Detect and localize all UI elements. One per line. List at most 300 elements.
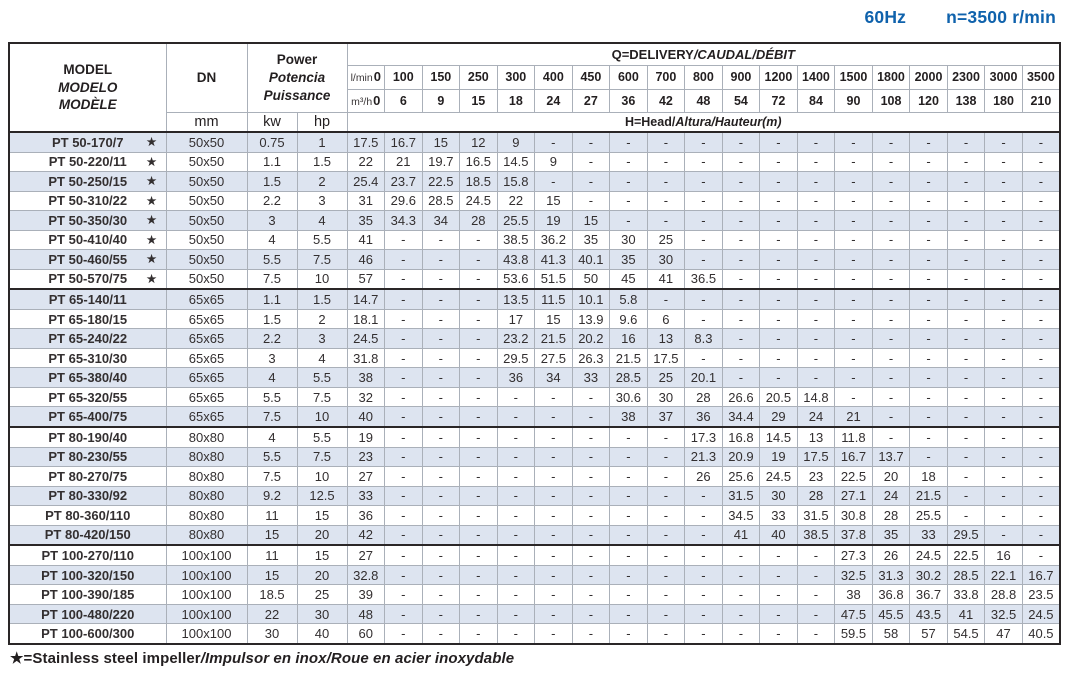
head-value-cell: 12 (460, 132, 498, 152)
head-value-cell: 24 (872, 486, 910, 506)
head-value-cell: 20 (872, 467, 910, 487)
head-value-cell: 16.7 (385, 132, 423, 152)
head-value-cell: - (872, 250, 910, 270)
head-value-cell: - (572, 585, 610, 605)
head-value-cell: - (647, 486, 685, 506)
head-value-cell: - (797, 348, 835, 368)
stainless-steel-star-icon: ★ (146, 273, 157, 286)
head-value-cell: 26.3 (572, 348, 610, 368)
table-row (9, 525, 1060, 545)
head-value-cell: - (1022, 329, 1060, 349)
hp-cell: 15 (297, 545, 347, 565)
head-value-cell: - (385, 486, 423, 506)
head-value-cell: 30 (647, 250, 685, 270)
head-value-cell: - (572, 427, 610, 447)
flow-m3h-value: 84 (797, 89, 835, 112)
kw-cell: 4 (247, 368, 297, 388)
kw-cell: 4 (247, 230, 297, 250)
hp-cell: 4 (297, 211, 347, 231)
head-value-cell: 30.2 (910, 565, 948, 585)
head-value-cell: - (910, 368, 948, 388)
model-name: PT 50-250/15 (48, 173, 128, 189)
head-value-cell: - (910, 172, 948, 192)
head-value-cell: 38 (610, 407, 648, 427)
head-value-cell: - (872, 152, 910, 172)
table-header (9, 43, 1060, 132)
model-cell (9, 230, 166, 250)
head-value-cell: - (722, 132, 760, 152)
head-value-cell: 37.8 (835, 525, 873, 545)
head-value-cell: - (460, 348, 498, 368)
head-value-cell: 14.5 (497, 152, 535, 172)
head-value-cell: - (872, 348, 910, 368)
model-name: PT 80-360/110 (45, 507, 131, 523)
head-value-cell: - (985, 211, 1023, 231)
dn-cell: 100x100 (166, 604, 247, 624)
head-value-cell: 29.6 (385, 191, 423, 211)
head-value-cell: - (610, 565, 648, 585)
head-value-cell: - (685, 172, 723, 192)
hp-cell: 1.5 (297, 289, 347, 309)
model-name: PT 65-310/30 (48, 350, 128, 366)
dn-column-header: DN (166, 43, 247, 112)
stainless-steel-star-icon: ★ (146, 195, 157, 208)
hp-cell: 4 (297, 348, 347, 368)
head-value-cell: - (722, 309, 760, 329)
head-value-cell: - (760, 250, 798, 270)
head-value-cell: - (610, 506, 648, 526)
head-value-cell: - (572, 172, 610, 192)
flow-m3h-value: 54 (722, 89, 760, 112)
hp-cell: 1 (297, 132, 347, 152)
hp-cell: 5.5 (297, 427, 347, 447)
head-value-cell: - (835, 289, 873, 309)
head-value-cell: - (985, 289, 1023, 309)
table-row (9, 309, 1060, 329)
kw-cell: 2.2 (247, 329, 297, 349)
head-value-cell: - (985, 230, 1023, 250)
head-value-cell: 34 (535, 368, 573, 388)
head-value-cell: 31.3 (872, 565, 910, 585)
head-value-cell: - (422, 624, 460, 644)
kw-cell: 1.5 (247, 309, 297, 329)
model-name: PT 50-220/11 (48, 154, 127, 170)
head-value-cell: 13.5 (497, 289, 535, 309)
head-value-cell: 27 (347, 545, 385, 565)
head-value-cell: - (497, 447, 535, 467)
head-value-cell: - (385, 427, 423, 447)
flow-m3h-value: 180 (985, 89, 1023, 112)
flow-lmin-value: 700 (647, 65, 685, 89)
head-value-cell: 29.5 (947, 525, 985, 545)
table-row (9, 624, 1060, 644)
head-value-cell: 22.5 (422, 172, 460, 192)
head-value-cell: - (1022, 250, 1060, 270)
head-value-cell: - (535, 447, 573, 467)
head-value-cell: - (610, 624, 648, 644)
head-value-cell: - (385, 624, 423, 644)
head-value-cell: - (947, 309, 985, 329)
head-value-cell: - (535, 604, 573, 624)
flow-lmin-value: 150 (422, 65, 460, 89)
head-value-cell: - (385, 269, 423, 289)
head-value-cell: - (647, 467, 685, 487)
model-name: PT 50-310/22 (48, 193, 128, 209)
model-cell (9, 387, 166, 407)
model-cell (9, 269, 166, 289)
head-value-cell: - (572, 152, 610, 172)
head-value-cell: 14.8 (797, 387, 835, 407)
head-value-cell: 47.5 (835, 604, 873, 624)
model-name: PT 100-600/300 (41, 626, 135, 642)
table-body (9, 132, 1060, 644)
head-value-cell: - (947, 211, 985, 231)
head-value-cell: - (835, 387, 873, 407)
head-value-cell: - (460, 289, 498, 309)
head-value-cell: - (422, 506, 460, 526)
head-value-cell: 19.7 (422, 152, 460, 172)
table-row (9, 172, 1060, 192)
flow-m3h-value: 15 (460, 89, 498, 112)
head-value-cell: - (722, 604, 760, 624)
head-value-cell: 28 (685, 387, 723, 407)
head-value-cell: 36.7 (910, 585, 948, 605)
kw-cell: 11 (247, 506, 297, 526)
table-row (9, 289, 1060, 309)
model-cell (9, 407, 166, 427)
hp-cell: 3 (297, 329, 347, 349)
flow-m3h-value: 24 (535, 89, 573, 112)
dn-cell: 50x50 (166, 132, 247, 152)
head-value-cell: 34 (422, 211, 460, 231)
head-value-cell: - (760, 211, 798, 231)
head-value-cell: - (1022, 387, 1060, 407)
head-value-cell: - (610, 172, 648, 192)
head-value-cell: - (385, 309, 423, 329)
head-value-cell: - (385, 329, 423, 349)
table-row (9, 565, 1060, 585)
dn-cell: 50x50 (166, 230, 247, 250)
head-value-cell: - (535, 506, 573, 526)
head-value-cell: - (572, 506, 610, 526)
head-value-cell: - (797, 230, 835, 250)
head-value-cell: - (647, 152, 685, 172)
hp-cell: 10 (297, 407, 347, 427)
flow-m3h-value: 72 (760, 89, 798, 112)
table-row (9, 604, 1060, 624)
head-value-cell: - (722, 191, 760, 211)
head-value-cell: 25 (647, 230, 685, 250)
table-row (9, 269, 1060, 289)
head-value-cell: - (722, 250, 760, 270)
model-column-header (9, 43, 166, 132)
head-value-cell: - (647, 525, 685, 545)
head-value-cell: - (872, 269, 910, 289)
head-value-cell: - (985, 486, 1023, 506)
stainless-steel-star-icon: ★ (146, 156, 157, 169)
head-value-cell: - (797, 309, 835, 329)
model-name: PT 80-420/150 (44, 527, 131, 543)
head-value-cell: - (872, 230, 910, 250)
head-value-cell: - (460, 545, 498, 565)
head-value-cell: 30.8 (835, 506, 873, 526)
head-value-cell: - (460, 467, 498, 487)
dn-cell: 80x80 (166, 427, 247, 447)
head-value-cell: - (985, 191, 1023, 211)
head-value-cell: 31 (347, 191, 385, 211)
head-value-cell: - (985, 348, 1023, 368)
table-row (9, 407, 1060, 427)
head-value-cell: - (910, 447, 948, 467)
head-value-cell: - (685, 191, 723, 211)
head-value-cell: - (947, 407, 985, 427)
head-value-cell: - (910, 250, 948, 270)
head-value-cell: 33.8 (947, 585, 985, 605)
head-value-cell: 42 (347, 525, 385, 545)
flow-m3h-value: 18 (497, 89, 535, 112)
table-row (9, 427, 1060, 447)
head-value-cell: - (422, 309, 460, 329)
head-value-cell: 31.8 (347, 348, 385, 368)
model-cell (9, 486, 166, 506)
head-value-cell: 22.5 (835, 467, 873, 487)
head-value-cell: - (1022, 230, 1060, 250)
head-value-cell: - (1022, 486, 1060, 506)
head-value-cell: - (760, 230, 798, 250)
head-value-cell: 48 (347, 604, 385, 624)
head-value-cell: 45.5 (872, 604, 910, 624)
hp-cell: 20 (297, 565, 347, 585)
head-value-cell: - (497, 387, 535, 407)
head-value-cell: - (422, 486, 460, 506)
head-value-cell: - (422, 230, 460, 250)
model-cell (9, 624, 166, 644)
head-value-cell: 9 (497, 132, 535, 152)
stainless-steel-star-icon: ★ (146, 175, 157, 188)
head-value-cell: - (610, 427, 648, 447)
model-name: PT 65-140/11 (48, 292, 127, 308)
head-value-cell: 50 (572, 269, 610, 289)
head-value-cell: 13.7 (872, 447, 910, 467)
kw-cell: 4 (247, 427, 297, 447)
head-value-cell: - (835, 230, 873, 250)
head-value-cell: - (685, 506, 723, 526)
table-row (9, 152, 1060, 172)
head-value-cell: 30 (760, 486, 798, 506)
head-value-cell: 41 (347, 230, 385, 250)
head-value-cell: - (1022, 132, 1060, 152)
head-value-cell: - (947, 152, 985, 172)
head-value-cell: - (1022, 427, 1060, 447)
head-value-cell: - (460, 269, 498, 289)
head-value-cell: 29.5 (497, 348, 535, 368)
head-title-header: H=Head/Altura/Hauteur(m) (347, 112, 1060, 132)
head-value-cell: - (722, 211, 760, 231)
head-value-cell: - (422, 585, 460, 605)
head-value-cell: - (910, 309, 948, 329)
head-value-cell: - (797, 565, 835, 585)
head-value-cell: - (985, 172, 1023, 192)
head-value-cell: 36 (685, 407, 723, 427)
head-value-cell: - (947, 467, 985, 487)
head-value-cell: - (910, 132, 948, 152)
flow-lmin-value: 3000 (985, 65, 1023, 89)
kw-cell: 7.5 (247, 269, 297, 289)
model-cell (9, 152, 166, 172)
stainless-steel-star-icon: ★ (146, 136, 157, 149)
table-row (9, 329, 1060, 349)
head-value-cell: - (1022, 152, 1060, 172)
head-value-cell: - (610, 191, 648, 211)
head-value-cell: 24.5 (460, 191, 498, 211)
head-value-cell: - (685, 152, 723, 172)
head-value-cell: - (835, 309, 873, 329)
head-value-cell: - (760, 565, 798, 585)
head-value-cell: - (797, 545, 835, 565)
head-value-cell: - (985, 250, 1023, 270)
head-value-cell: - (460, 309, 498, 329)
hp-cell: 30 (297, 604, 347, 624)
hp-cell: 10 (297, 269, 347, 289)
flow-lmin-value: 800 (685, 65, 723, 89)
model-name: PT 80-330/92 (48, 488, 128, 504)
dn-unit-header: mm (166, 112, 247, 132)
head-value-cell: 26 (685, 467, 723, 487)
head-value-cell: 24.5 (1022, 604, 1060, 624)
head-value-cell: - (797, 368, 835, 388)
head-value-cell: - (760, 309, 798, 329)
head-value-cell: - (497, 604, 535, 624)
head-value-cell: 27.1 (835, 486, 873, 506)
head-value-cell: 20.9 (722, 447, 760, 467)
flow-m3h-value: 48 (685, 89, 723, 112)
stainless-steel-star-icon: ★ (146, 234, 157, 247)
head-value-cell: 9 (535, 152, 573, 172)
head-value-cell: - (647, 447, 685, 467)
hp-cell: 7.5 (297, 447, 347, 467)
head-value-cell: - (685, 289, 723, 309)
model-cell (9, 467, 166, 487)
head-value-cell: - (685, 250, 723, 270)
kw-cell: 9.2 (247, 486, 297, 506)
head-value-cell: - (835, 172, 873, 192)
head-value-cell: - (872, 191, 910, 211)
head-value-cell: 33 (572, 368, 610, 388)
head-value-cell: 14.5 (760, 427, 798, 447)
hp-cell: 20 (297, 525, 347, 545)
kw-cell: 7.5 (247, 467, 297, 487)
head-value-cell: - (722, 269, 760, 289)
table-row (9, 191, 1060, 211)
head-value-cell: - (610, 486, 648, 506)
head-value-cell: 25.5 (910, 506, 948, 526)
head-value-cell: 28.5 (610, 368, 648, 388)
head-value-cell: 13.9 (572, 309, 610, 329)
head-value-cell: - (685, 525, 723, 545)
flow-m3h-value: 120 (910, 89, 948, 112)
head-value-cell: - (947, 132, 985, 152)
head-value-cell: - (685, 230, 723, 250)
head-value-cell: 32.8 (347, 565, 385, 585)
head-value-cell: - (647, 585, 685, 605)
head-value-cell: - (722, 565, 760, 585)
flow-lmin-value: 400 (535, 65, 573, 89)
head-value-cell: - (947, 191, 985, 211)
head-value-cell: 20.1 (685, 368, 723, 388)
flow-lmin-value: 2000 (910, 65, 948, 89)
model-name: PT 100-320/150 (41, 567, 135, 583)
model-cell (9, 250, 166, 270)
head-value-cell: 21 (835, 407, 873, 427)
head-value-cell: 16.7 (835, 447, 873, 467)
head-value-cell: 35 (610, 250, 648, 270)
kw-cell: 0.75 (247, 132, 297, 152)
dn-cell: 65x65 (166, 368, 247, 388)
head-value-cell: - (497, 427, 535, 447)
head-value-cell: - (497, 525, 535, 545)
head-value-cell: - (647, 427, 685, 447)
head-value-cell: - (947, 368, 985, 388)
head-value-cell: - (797, 329, 835, 349)
head-value-cell: 25 (647, 368, 685, 388)
delivery-title-header: Q=DELIVERY/CAUDAL/DÉBIT (347, 43, 1060, 65)
head-value-cell: 36.2 (535, 230, 573, 250)
head-value-cell: - (910, 269, 948, 289)
model-name: PT 100-390/185 (41, 587, 135, 603)
head-value-cell: - (572, 486, 610, 506)
head-value-cell: - (535, 387, 573, 407)
head-value-cell: - (835, 250, 873, 270)
head-value-cell: 23.7 (385, 172, 423, 192)
head-value-cell: 38.5 (797, 525, 835, 545)
head-value-cell: - (535, 427, 573, 447)
head-value-cell: - (460, 407, 498, 427)
head-value-cell: - (572, 624, 610, 644)
head-value-cell: - (1022, 309, 1060, 329)
head-value-cell: - (460, 604, 498, 624)
model-name: PT 100-480/220 (41, 606, 135, 622)
head-value-cell: 23.2 (497, 329, 535, 349)
head-value-cell: 53.6 (497, 269, 535, 289)
head-value-cell: 16.8 (722, 427, 760, 447)
head-value-cell: 22.1 (985, 565, 1023, 585)
head-value-cell: 17.5 (347, 132, 385, 152)
head-value-cell: 38 (835, 585, 873, 605)
model-label-es: MODELO (58, 79, 118, 95)
kw-cell: 3 (247, 348, 297, 368)
head-value-cell: - (422, 467, 460, 487)
head-value-cell: - (872, 427, 910, 447)
head-value-cell: - (760, 368, 798, 388)
head-value-cell: - (947, 250, 985, 270)
head-value-cell: 28 (872, 506, 910, 526)
dn-cell: 65x65 (166, 309, 247, 329)
head-value-cell: 57 (910, 624, 948, 644)
model-name: PT 50-410/40 (48, 232, 128, 248)
head-value-cell: - (760, 269, 798, 289)
model-cell (9, 585, 166, 605)
head-value-cell: 20.5 (760, 387, 798, 407)
head-value-cell: - (1022, 545, 1060, 565)
head-value-cell: 22.5 (947, 545, 985, 565)
head-value-cell: - (535, 486, 573, 506)
flow-lmin-value: 100 (385, 65, 423, 89)
head-value-cell: 11.8 (835, 427, 873, 447)
dn-cell: 65x65 (166, 387, 247, 407)
model-name: PT 65-400/75 (48, 409, 128, 425)
model-name: PT 65-380/40 (48, 370, 128, 386)
head-value-cell: - (872, 329, 910, 349)
